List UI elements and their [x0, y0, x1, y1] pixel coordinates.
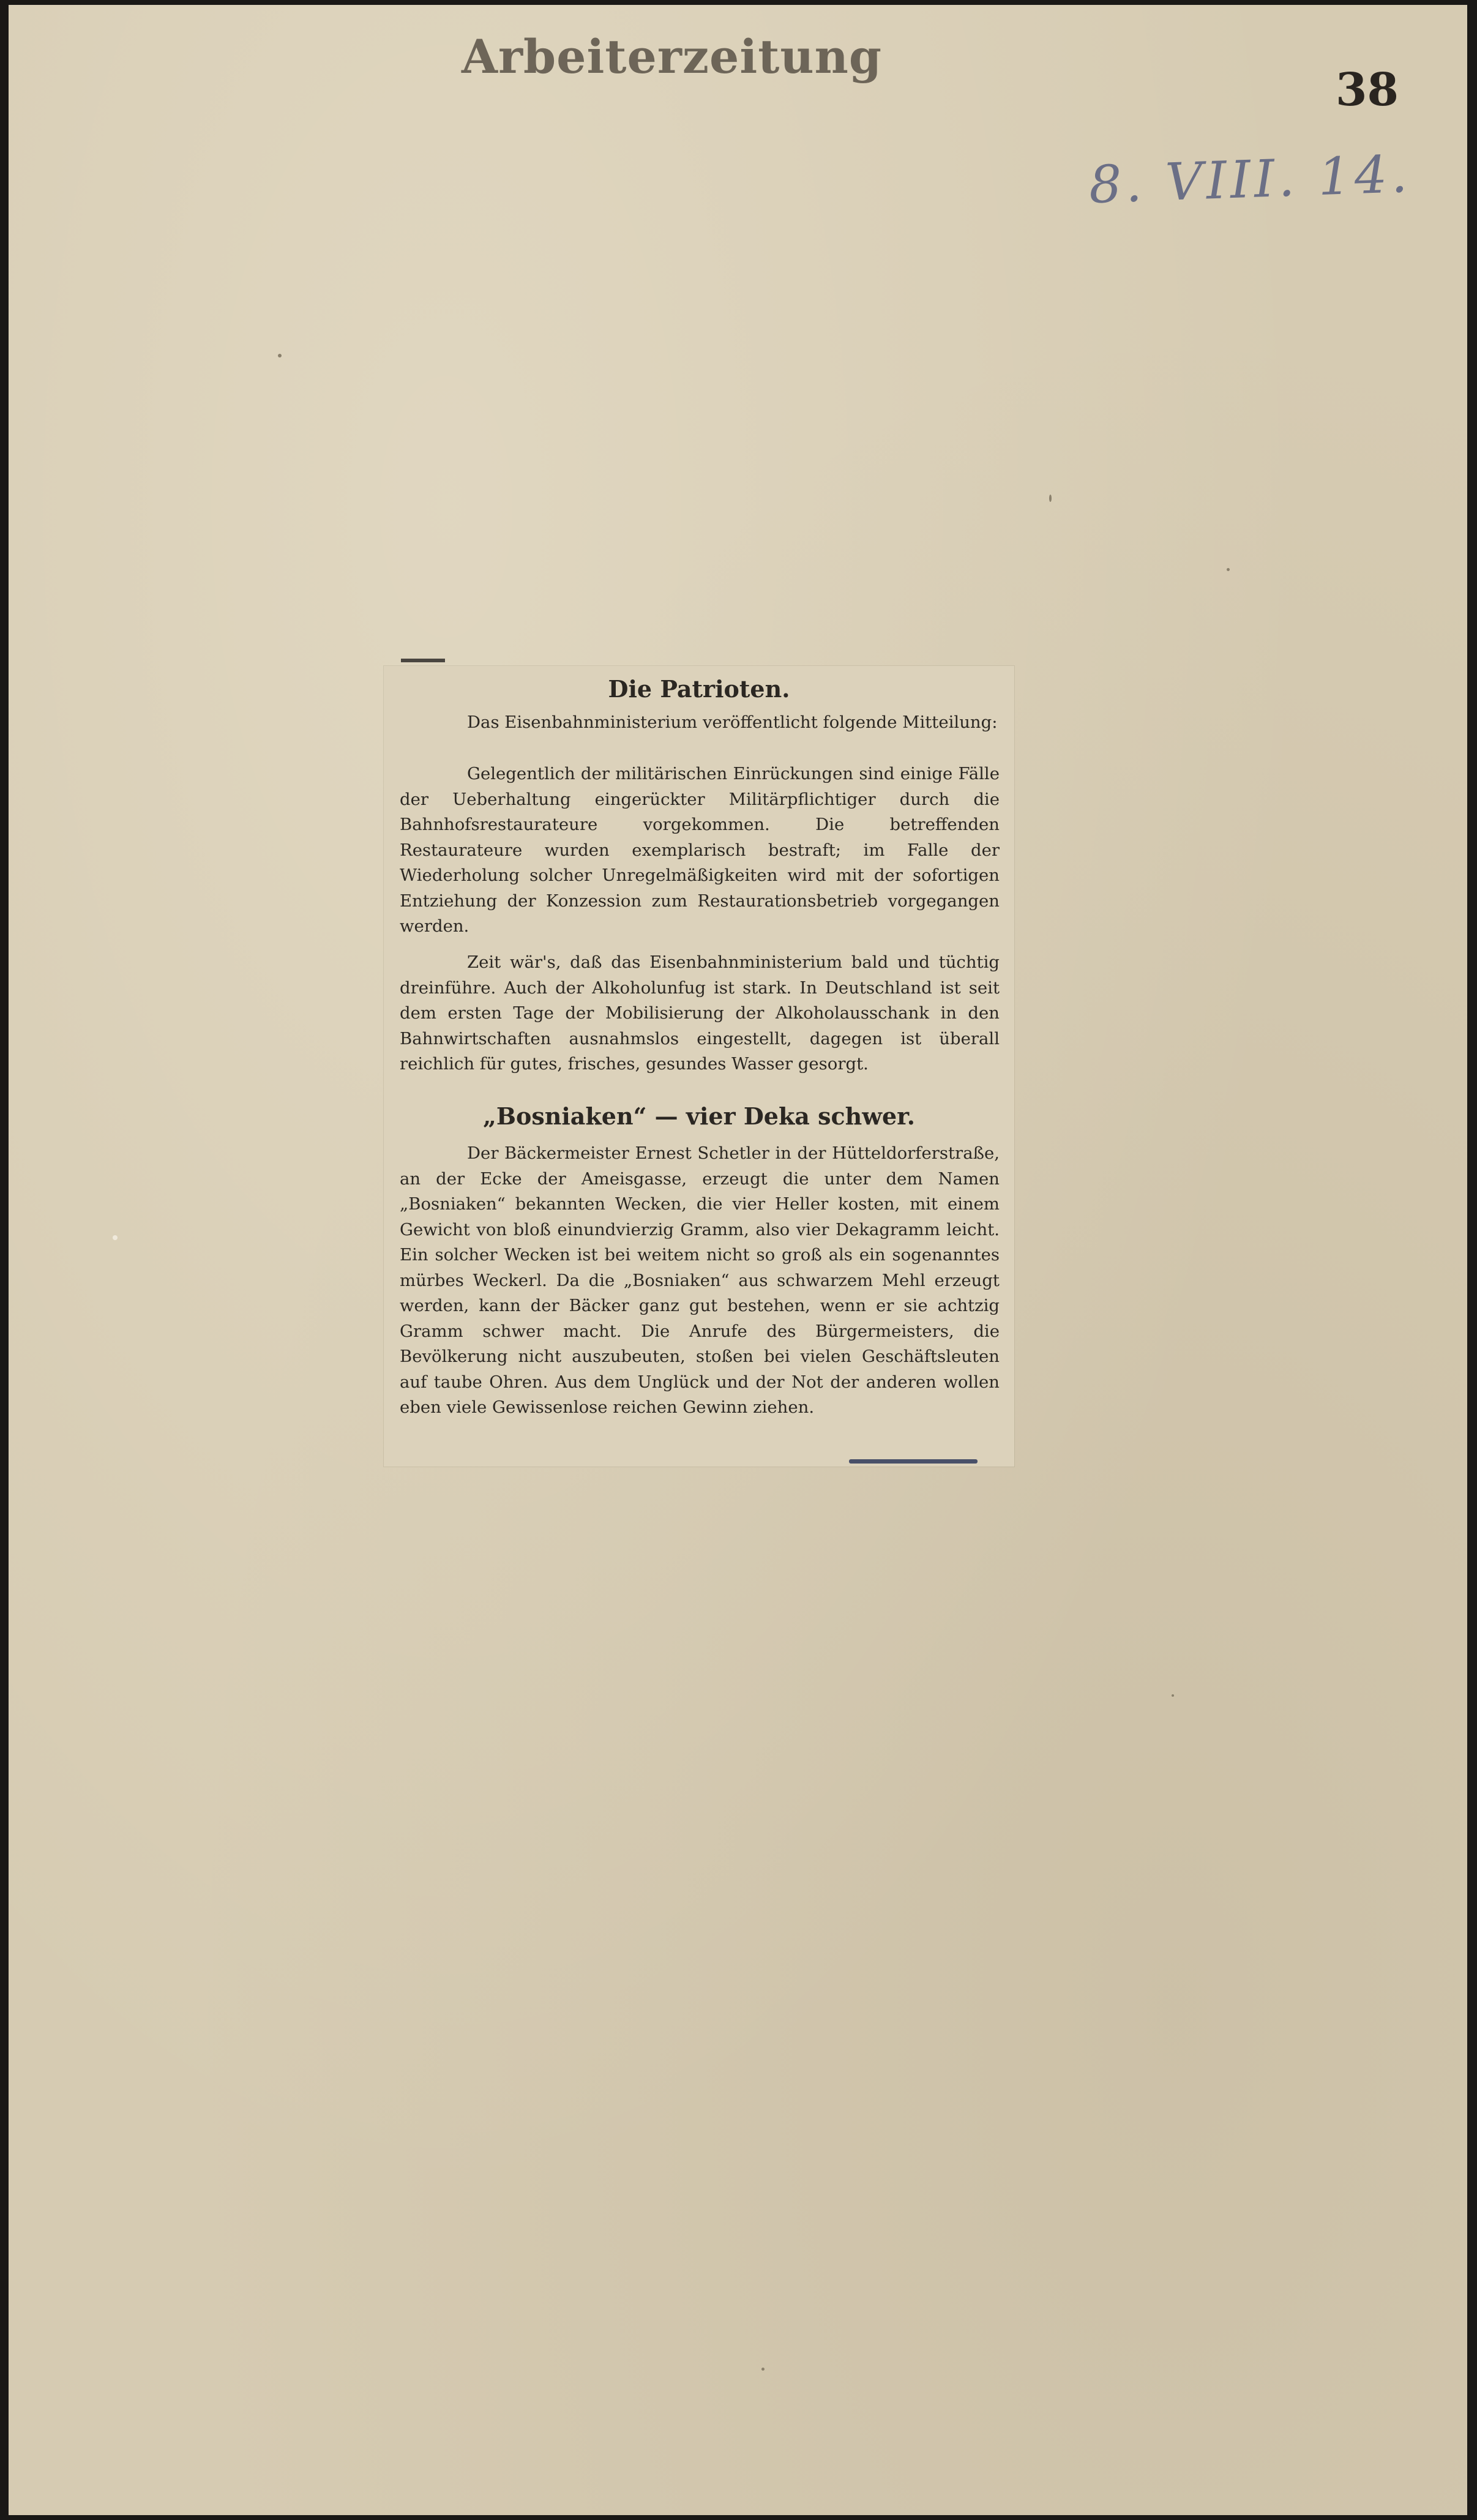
- paper-speck: [113, 1235, 118, 1240]
- page-number: 38: [1336, 64, 1399, 116]
- newspaper-clipping: [384, 666, 1014, 1467]
- paper-speck: [1227, 568, 1230, 571]
- article-heading-patrioten: Die Patrioten.: [608, 675, 790, 703]
- source-stamp: Arbeiterzeitung: [462, 29, 883, 84]
- paper-speck: [1172, 1694, 1174, 1697]
- paper-speck: [761, 2368, 765, 2371]
- ink-underline: [849, 1459, 978, 1464]
- paper-speck: [1049, 495, 1052, 502]
- article-paragraph: Das Eisenbahnministerium veröffentlicht folgende Mitteilung:: [467, 712, 998, 732]
- article-heading-bosniaken: „Bosniaken“ — vier Deka schwer.: [483, 1102, 915, 1130]
- article-paragraph: Zeit wär's, daß das Eisenbahnministerium bald und tüchtig dreinführe. Auch der Alkoholunfug ist stark. In Deutschland ist seit dem ersten Tage der Mobilisierung der Alkoholausschank in den Bahnwirtschaften ausnahmslos eingestellt, dagegen ist überall reichlich für gutes, frisches, gesundes Wasser gesorgt.: [400, 952, 1000, 1074]
- archive-sheet: [9, 5, 1467, 2515]
- article-paragraph: Gelegentlich der militärischen Einrückungen sind einige Fälle der Ueberhaltung eingerückter Militärpflichtiger durch die Bahnhofsrestaurateure vorgekommen. Die betreffenden Restaurateure wurden exemplarisch bestraft; im Falle der Wiederholung solcher Unregelmäßigkeiten wird mit der sofortigen Entziehung der Konzession zum Restaurationsbetrieb vorgegangen werden.: [400, 764, 1000, 936]
- paper-speck: [278, 354, 282, 357]
- handwritten-date: 8. VIII. 14.: [1088, 143, 1412, 215]
- clipping-edge-mark: [401, 659, 445, 662]
- article-paragraph: Der Bäckermeister Ernest Schetler in der Hütteldorferstraße, an der Ecke der Ameisgasse, erzeugt die unter dem Namen „Bosniaken“ bekannten Wecken, die vier Heller kosten, mit einem Gewicht von bloß einundvierzig Gramm, also vier Dekagramm leicht. Ein solcher Wecken ist bei weitem nicht so groß als ein sogenanntes mürbes Weckerl. Da die „Bosniaken“ aus schwarzem Mehl erzeugt werden, kann der Bäcker ganz gut bestehen, wenn er sie achtzig Gramm schwer macht. Die Anrufe des Bürgermeisters, die Bevölkerung nicht auszubeuten, stoßen bei vielen Geschäftsleuten auf taube Ohren. Aus dem Unglück und der Not der anderen wollen eben viele Gewissenlose reichen Gewinn ziehen.: [400, 1143, 1000, 1417]
